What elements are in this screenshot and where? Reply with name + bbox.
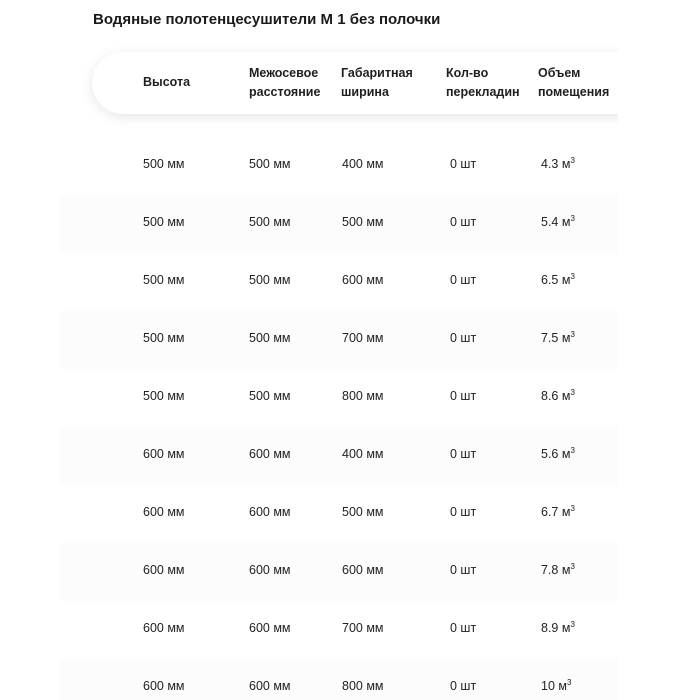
page-title: Водяные полотенцесушители М 1 без полочки [93, 11, 441, 28]
cell-height: 600 мм [143, 621, 185, 635]
overflow-mask [618, 0, 700, 700]
cell-height: 500 мм [143, 273, 185, 287]
unit-superscript: 3 [570, 272, 575, 281]
cell-height: 500 мм [143, 331, 185, 345]
cell-height: 500 мм [143, 389, 185, 403]
header-overall-width: Габаритная ширина [341, 66, 413, 99]
cell-height: 600 мм [143, 563, 185, 577]
header-room-volume: Объем помещения [538, 66, 610, 99]
unit-superscript: 3 [570, 446, 575, 455]
cell-bar-count: 0 шт [450, 157, 477, 171]
cell-overall-width: 700 мм [342, 621, 384, 635]
cell-bar-count: 0 шт [450, 215, 477, 229]
unit-superscript: 3 [570, 330, 575, 339]
cell-center-distance: 600 мм [249, 621, 291, 635]
table-row [60, 311, 618, 369]
cell-bar-count: 0 шт [450, 621, 477, 635]
cell-room-volume: 4.3 $м^3$ [541, 156, 575, 171]
cell-room-volume: 6.5 $м^3$ [541, 272, 575, 287]
cell-room-volume: 5.4 $м^3$ [541, 214, 575, 229]
cell-height: 600 мм [143, 679, 185, 693]
table-row [60, 543, 618, 601]
unit-superscript: 3 [570, 504, 575, 513]
cell-center-distance: 600 мм [249, 505, 291, 519]
cell-height: 600 мм [143, 505, 185, 519]
table-row [60, 369, 618, 427]
unit-superscript: 3 [570, 388, 575, 397]
table-row [60, 195, 618, 253]
cell-bar-count: 0 шт [450, 331, 477, 345]
cell-room-volume: 8.9 $м^3$ [541, 620, 575, 635]
unit-superscript: 3 [566, 678, 572, 687]
cell-room-volume: 7.5 $м^3$ [541, 330, 575, 345]
cell-center-distance: 600 мм [249, 563, 291, 577]
cell-height: 500 мм [143, 157, 185, 171]
table-row [60, 427, 618, 485]
cell-center-distance: 500 мм [249, 157, 291, 171]
cell-bar-count: 0 шт [450, 563, 477, 577]
table-row [60, 601, 618, 659]
cell-overall-width: 600 мм [342, 273, 384, 287]
header-center-distance: Межосевое расстояние [249, 66, 321, 99]
unit-superscript: 3 [570, 562, 575, 571]
table-row [60, 485, 618, 543]
cell-center-distance: 600 мм [249, 447, 291, 461]
cell-overall-width: 800 мм [342, 679, 384, 693]
unit-superscript: 3 [570, 620, 575, 629]
header-bar-count: Кол-во перекладин [446, 66, 520, 99]
cell-center-distance: 500 мм [249, 389, 291, 403]
header-height: Высота [143, 75, 191, 89]
cell-height: 600 мм [143, 447, 185, 461]
cell-overall-width: 800 мм [342, 389, 384, 403]
cell-height: 500 мм [143, 215, 185, 229]
cell-center-distance: 500 мм [249, 215, 291, 229]
cell-center-distance: 600 мм [249, 679, 291, 693]
table-row [60, 253, 618, 311]
cell-room-volume: 8.6 $м^3$ [541, 388, 575, 403]
cell-center-distance: 500 мм [249, 273, 291, 287]
unit-superscript: 3 [570, 156, 575, 165]
cell-overall-width: 600 мм [342, 563, 384, 577]
cell-overall-width: 500 мм [342, 215, 384, 229]
cell-bar-count: 0 шт [450, 389, 477, 403]
cell-overall-width: 500 мм [342, 505, 384, 519]
cell-bar-count: 0 шт [450, 273, 477, 287]
cell-overall-width: 400 мм [342, 447, 384, 461]
cell-room-volume: 6.7 $м^3$ [541, 504, 575, 519]
unit-superscript: 3 [570, 214, 575, 223]
table-row [60, 137, 618, 195]
cell-center-distance: 500 мм [249, 331, 291, 345]
cell-room-volume: 7.8 $м^3$ [541, 562, 575, 577]
cell-room-volume: 10 $м^3$ [541, 678, 572, 693]
cell-overall-width: 700 мм [342, 331, 384, 345]
cell-bar-count: 0 шт [450, 447, 477, 461]
table-row [60, 659, 618, 700]
cell-bar-count: 0 шт [450, 505, 477, 519]
cell-bar-count: 0 шт [450, 679, 477, 693]
cell-room-volume: 5.6 $м^3$ [541, 446, 575, 461]
cell-overall-width: 400 мм [342, 157, 384, 171]
